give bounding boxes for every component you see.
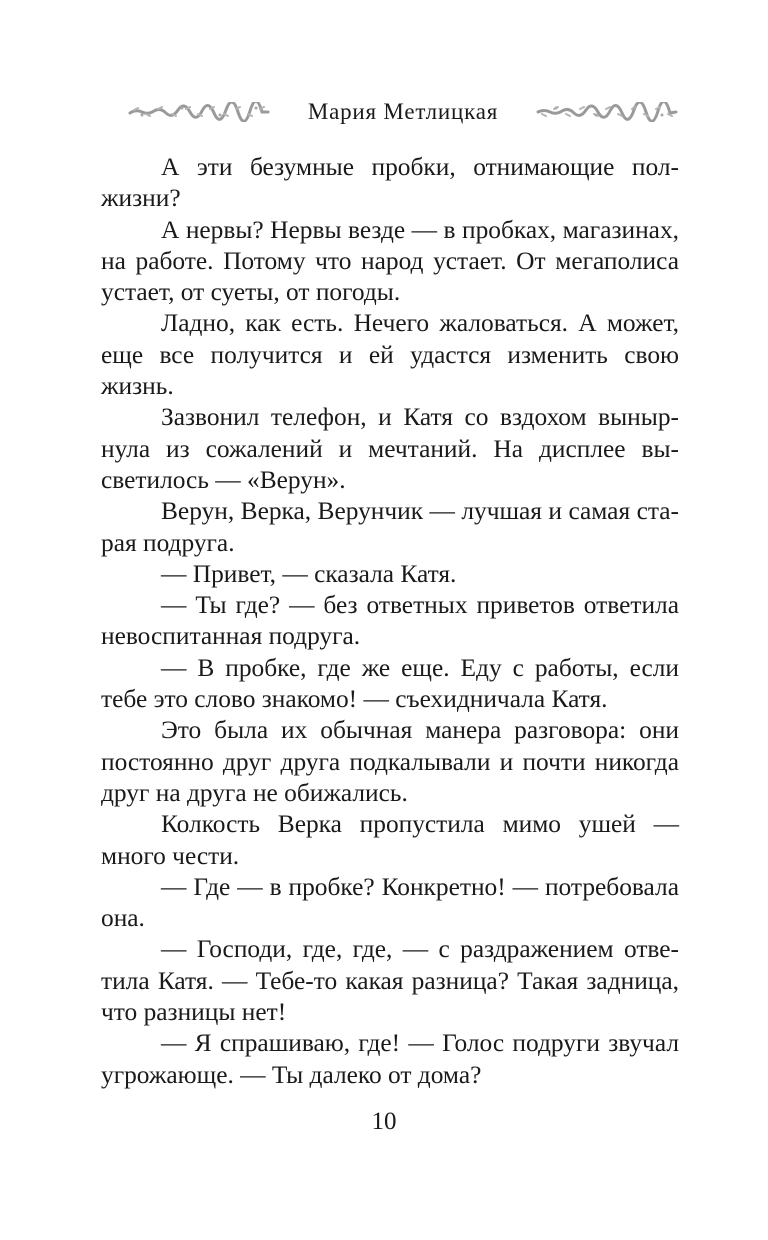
paragraph: А эти безумные пробки, отнимающие полжизни? [101,153,679,213]
paragraph: — Я спрашиваю, где! — Голос подруги звучал угрожающе. — Ты далеко от дома? [101,1029,679,1089]
left-ornament-icon [128,102,270,122]
paragraph: — Господи, где, где, — с раздражением ответила Катя. — Тебе-то какая разница? Такая задница, что разницы нет! [101,935,679,1027]
paragraph: Колкость Верка пропустила мимо ушей — много чести. [101,810,679,870]
paragraph: — Привет, — сказала Катя. [161,559,457,588]
paragraph: — В пробке, где же еще. Еду с работы, если тебе это слово знакомо! — съехидничала Катя. [101,653,679,714]
right-ornament-icon [536,102,678,122]
body-text [101,152,679,1091]
page-number: 10 [371,1108,397,1135]
paragraph: Это была их обычная манера разговора: они постоянно друг друга подкалывали и почти никогда друг на друга не обижались. [101,716,679,807]
running-header [128,92,678,132]
paragraph: Ладно, как есть. Нечего жаловаться. А может, еще все получится и ей удастся изменить свою жизнь. [101,309,679,401]
paragraph: — Где — в пробке? Конкретно! — потребовала она. [101,872,679,933]
paragraph: — Ты где? — без ответных приветов ответила невоспитанная подруга. [101,591,679,651]
paragraph: Верун, Верка, Верунчик — лучшая и самая старая подруга. [101,497,679,557]
paragraph: Зазвонил телефон, и Катя со вздохом вынырнула из сожалений и мечтаний. На дисплее высветилось — «Верун». [101,403,679,494]
paragraph: А нервы? Нервы везде — в пробках, магазинах, на работе. Потому что народ устает. От мегаполиса устает, от суеты, от погоды. [101,215,679,307]
author-name: Мария Метлицкая [307,99,499,124]
